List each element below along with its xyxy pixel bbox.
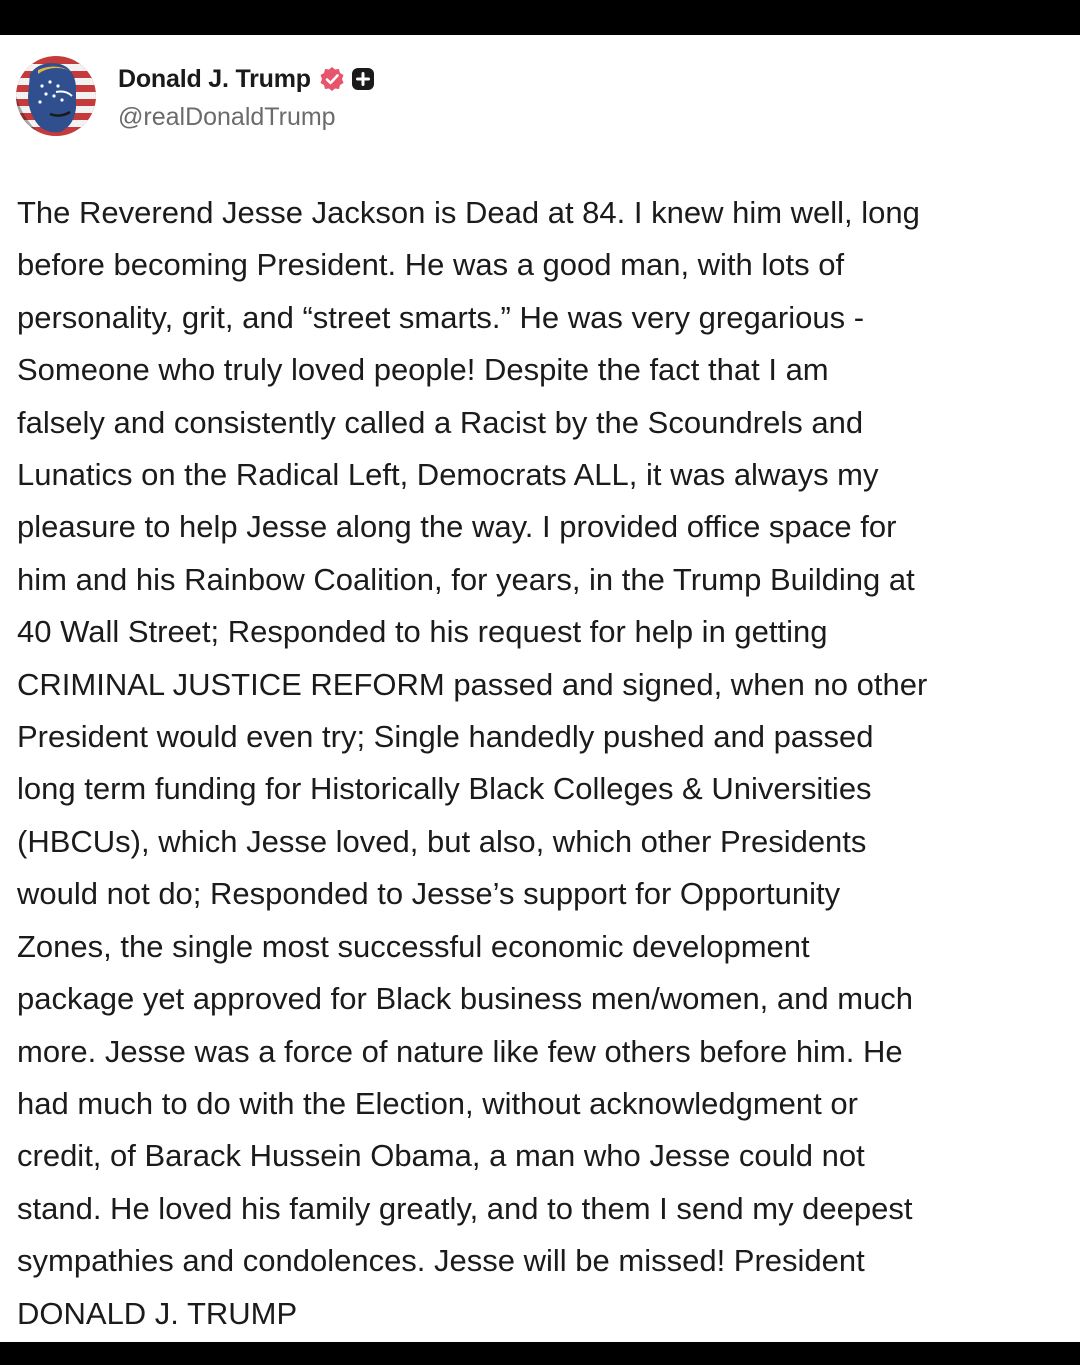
post-line: CRIMINAL JUSTICE REFORM passed and signed, when no other [17,666,928,702]
post-line: credit, of Barack Hussein Obama, a man who Jesse could not [17,1138,865,1174]
post-line: would not do; Responded to Jesse’s support for Opportunity [17,876,841,912]
post-line: Someone who truly loved people! Despite the fact that I am [17,352,829,388]
post-line: Lunatics on the Radical Left, Democrats ALL, it was always my [17,457,879,493]
post-line: stand. He loved his family greatly, and to them I send my deepest [17,1190,913,1226]
post-line: had much to do with the Election, without acknowledgment or [17,1085,858,1121]
top-black-bar [0,0,1080,35]
post-line: President would even try; Single handedly pushed and passed [17,719,874,755]
post-body-text [17,187,1067,1340]
author-avatar[interactable] [16,56,96,136]
post-line: (HBCUs), which Jesse loved, but also, which other Presidents [17,823,867,859]
post-line: long term funding for Historically Black Colleges & Universities [17,771,872,807]
author-name-row [118,62,375,96]
author-handle[interactable]: @realDonaldTrump [118,103,336,131]
post-line: him and his Rainbow Coalition, for years, in the Trump Building at [17,561,915,597]
post-line: sympathies and condolences. Jesse will be missed! President [17,1243,865,1279]
post-line: The Reverend Jesse Jackson is Dead at 84. I knew him well, long [17,195,920,230]
author-display-name[interactable]: Donald J. Trump [118,64,311,93]
post-line: personality, grit, and “street smarts.” He was very gregarious - [17,299,865,335]
post-line: 40 Wall Street; Responded to his request for help in getting [17,614,828,650]
flag-portrait-avatar-icon [16,56,96,136]
plus-badge-icon [351,67,375,91]
post-line: before becoming President. He was a good man, with lots of [17,247,845,283]
post-card [0,35,1080,1342]
verified-badge-icon [319,66,345,92]
bottom-black-bar [0,1342,1080,1365]
post-line: package yet approved for Black business men/women, and much [17,981,914,1017]
post-line: pleasure to help Jesse along the way. I provided office space for [17,509,897,545]
post-line: DONALD J. TRUMP [17,1295,298,1331]
post-line: more. Jesse was a force of nature like few others before him. He [17,1033,903,1069]
post-line: falsely and consistently called a Racist by the Scoundrels and [17,404,864,440]
post-line: Zones, the single most successful economic development [17,928,810,964]
